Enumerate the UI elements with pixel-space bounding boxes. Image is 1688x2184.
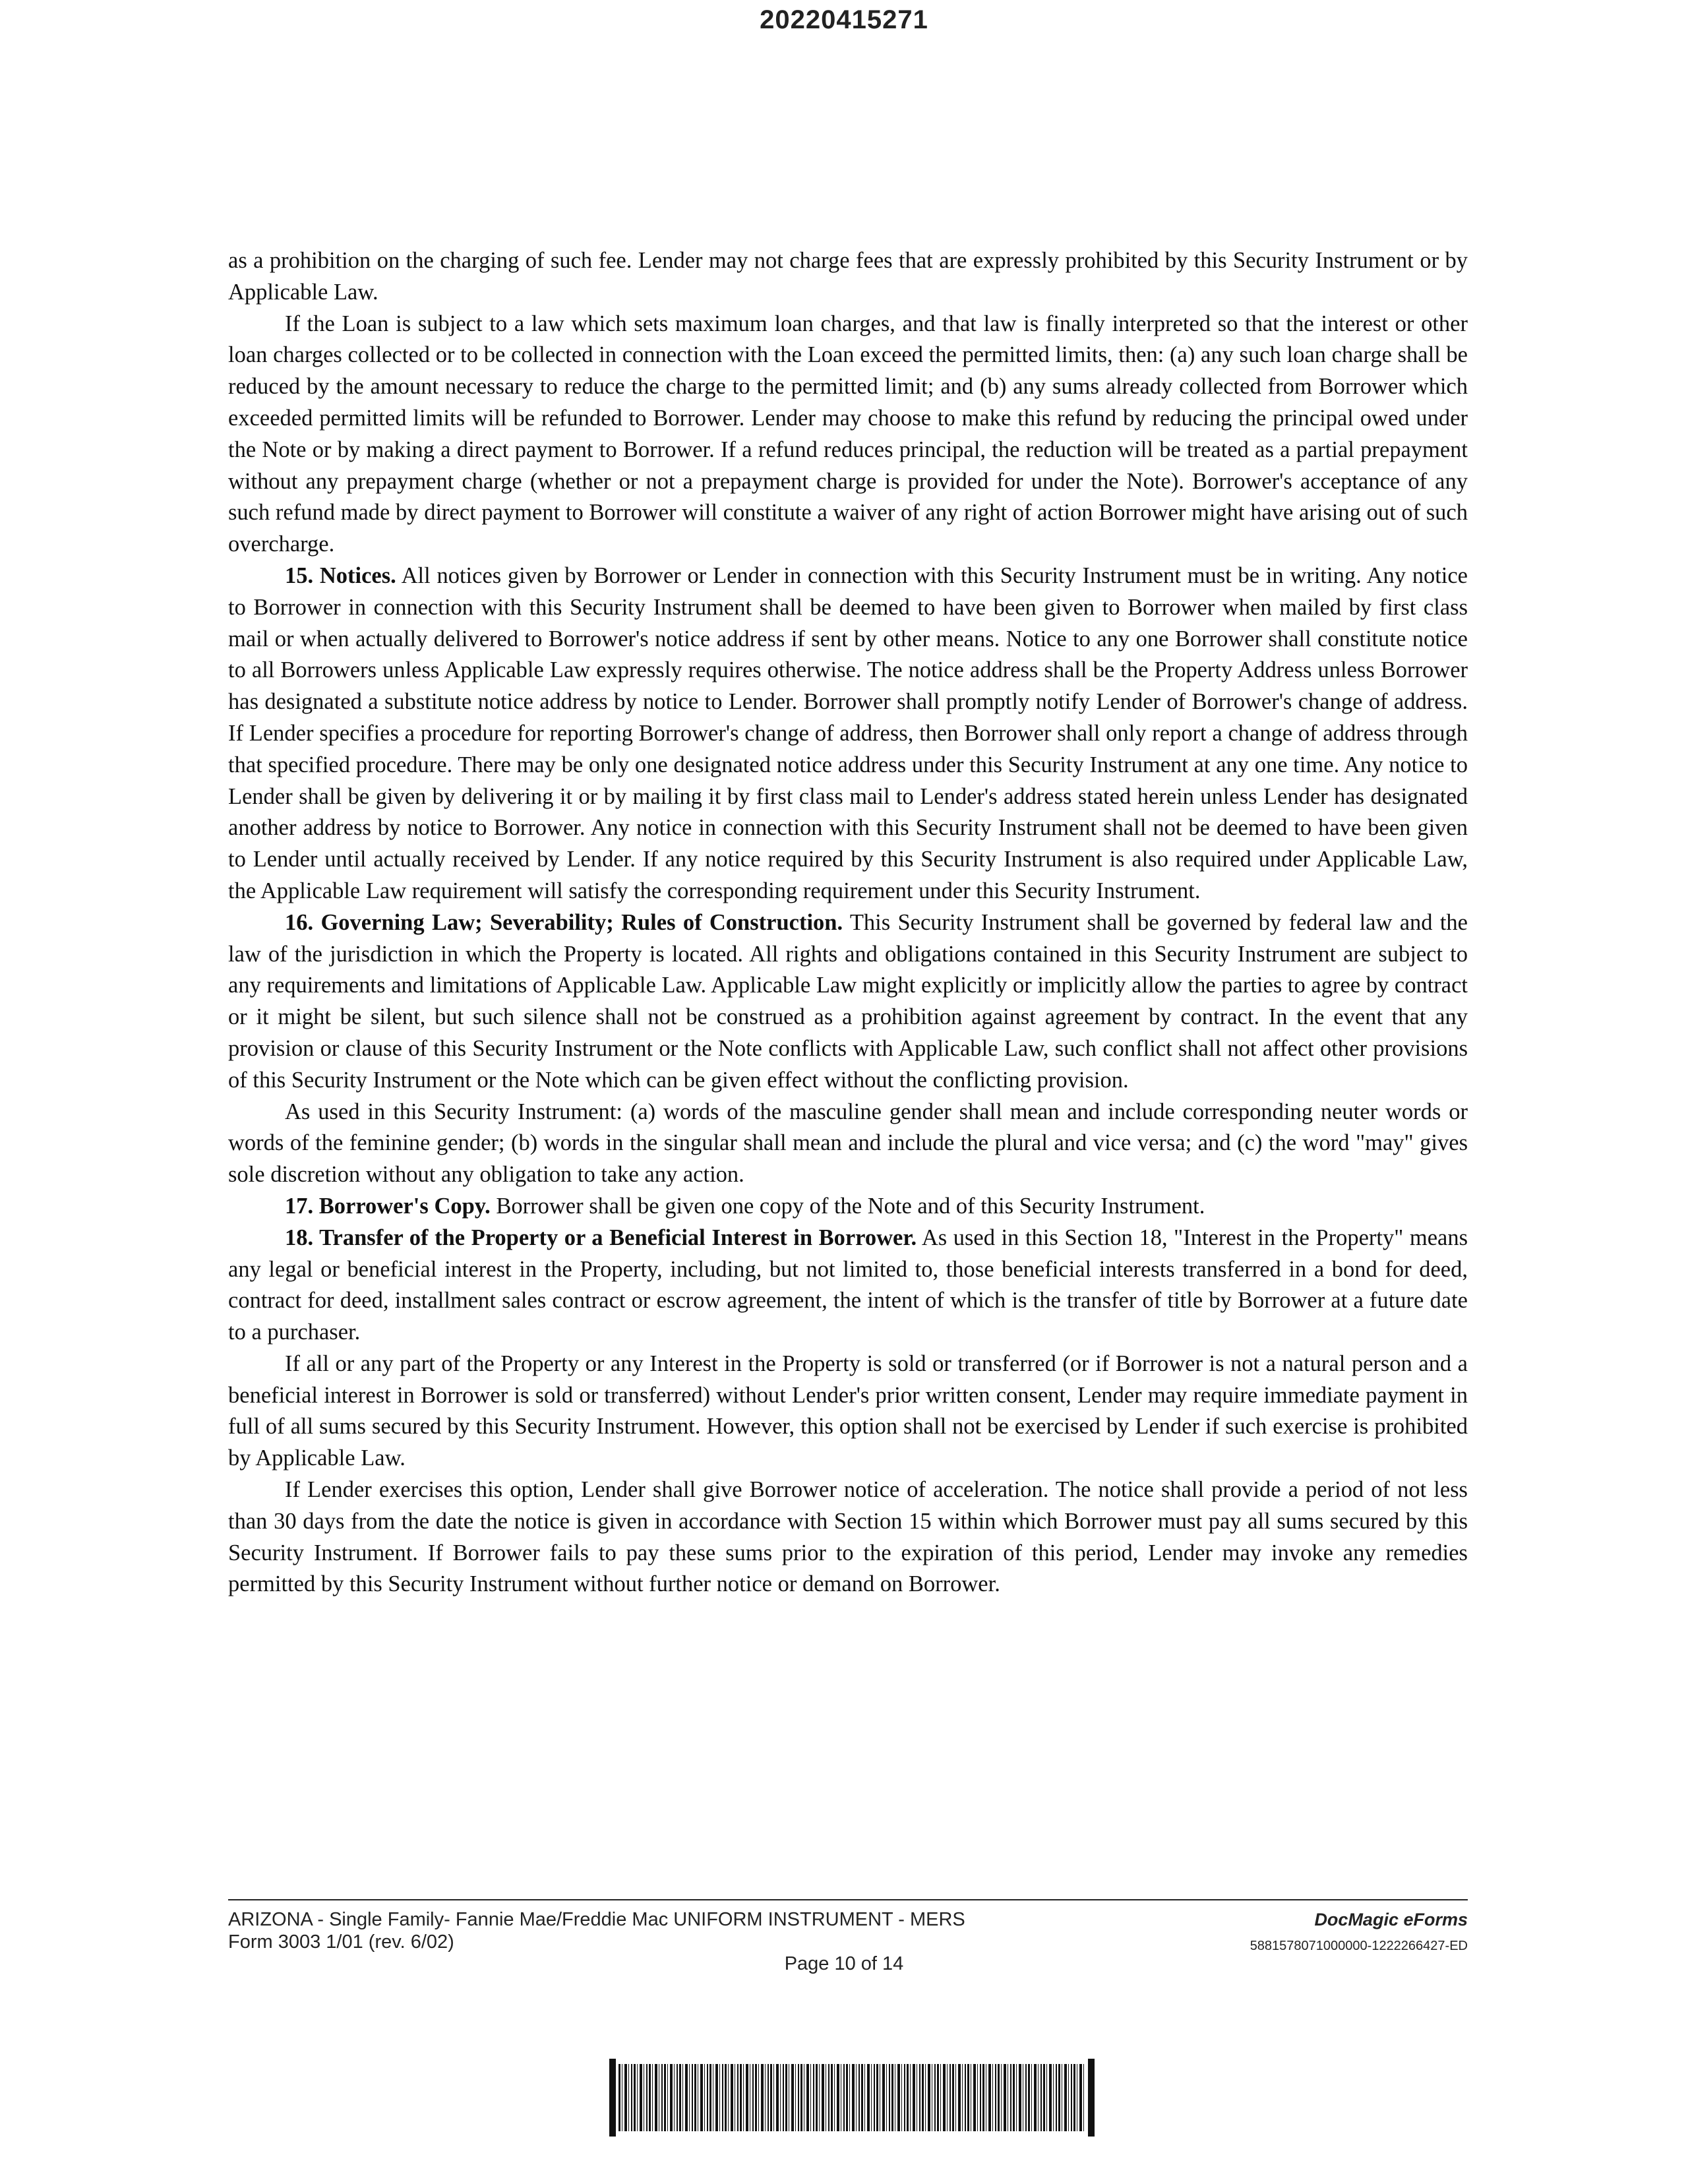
section-18-text: As used in this Section 18, "Interest in the Property" means any legal or beneficial interest in the Property, including, but not limited to, those beneficial interests transferred in a bond for deed, contract for deed, installment sales contract or escrow agreement, the intent of which is the transfer of title by Borrower at a future date to a purchaser.	[228, 1225, 1468, 1345]
document-body	[228, 245, 1468, 1600]
paragraph-loan-charges: If the Loan is subject to a law which sets maximum loan charges, and that law is finally interpreted so that the interest or other loan charges collected or to be collected in connection with the Loan exceed the permitted limits, then: (a) any such loan charge shall be reduced by the amount necessary to reduce the charge to the permitted limit; and (b) any sums already collected from Borrower which exceeded permitted limits will be refunded to Borrower. Lender may choose to make this refund by reducing the principal owed under the Note or by making a direct payment to Borrower. If a refund reduces principal, the reduction will be treated as a partial prepayment without any prepayment charge (whether or not a prepayment charge is provided for under the Note). Borrower's acceptance of any such refund made by direct payment to Borrower will constitute a waiver of any right of action Borrower might have arising out of such overcharge.	[228, 311, 1468, 557]
section-17-borrowers-copy	[228, 1191, 1468, 1223]
footer-divider	[228, 1899, 1468, 1900]
paragraph-gender-definitions: As used in this Security Instrument: (a) words of the masculine gender shall mean and include corresponding neuter words or words of the feminine gender; (b) words in the singular shall mean and include the plural and vice versa; and (c) the word "may" gives sole discretion without any obligation to take any action.	[228, 1099, 1468, 1188]
section-15-notices	[228, 561, 1468, 907]
section-17-heading: 17. Borrower's Copy.	[285, 1193, 491, 1219]
barcode-guard-left	[609, 2059, 616, 2137]
page-number: Page 10 of 14	[784, 1953, 904, 1974]
document-id: 5881578071000000-1222266427-ED	[1250, 1939, 1468, 1953]
form-identifier	[228, 1908, 1151, 1953]
barcode-guard-right	[1088, 2059, 1095, 2137]
paragraph-transfer-consent: If all or any part of the Property or any Interest in the Property is sold or transferred (or if Borrower is not a natural person and a beneficial interest in Borrower is sold or transferred) without Lender's prior written consent, Lender may require immediate payment in full of all sums secured by this Security Instrument. However, this option shall not be exercised by Lender if such exercise is prohibited by Applicable Law.	[228, 1350, 1468, 1471]
section-15-text: All notices given by Borrower or Lender in connection with this Security Instrument must be in writing. Any notice to Borrower in connection with this Security Instrument shall be deemed to have been given to Borrower when mailed by first class mail or when actually delivered to Borrower's notice address if sent by other means. Notice to any one Borrower shall constitute notice to all Borrowers unless Applicable Law expressly requires otherwise. The notice address shall be the Property Address unless Borrower has designated a substitute notice address by notice to Lender. Borrower shall promptly notify Lender of Borrower's change of address. If Lender specifies a procedure for reporting Borrower's change of address, then Borrower shall only report a change of address through that specified procedure. There may be only one designated notice address under this Security Instrument at any one time. Any notice to Lender shall be given by delivering it or by mailing it by first class mail to Lender's address stated herein unless Lender has designated another address by notice to Borrower. Any notice in connection with this Security Instrument shall not be deemed to have been given to Lender until actually received by Lender. If any notice required by this Security Instrument is also required under Applicable Law, the Applicable Law requirement will satisfy the corresponding requirement under this Security Instrument.	[228, 562, 1468, 903]
section-16-governing-law	[228, 907, 1468, 1097]
barcode	[618, 2064, 1084, 2131]
form-title: ARIZONA - Single Family- Fannie Mae/Freddie Mac UNIFORM INSTRUMENT - MERS	[228, 1909, 965, 1930]
section-18-heading: 18. Transfer of the Property or a Beneficial Interest in Borrower.	[285, 1225, 917, 1250]
section-16-text: This Security Instrument shall be governed by federal law and the law of the jurisdiction in which the Property is located. All rights and obligations contained in this Security Instrument are subject to any requirements and limitations of Applicable Law. Applicable Law might explicitly or implicitly allow the parties to agree by contract or it might be silent, but such silence shall not be construed as a prohibition against agreement by contract. In the event that any provision or clause of this Security Instrument or the Note conflicts with Applicable Law, such conflict shall not affect other provisions of this Security Instrument or the Note which can be given effect without the conflicting provision.	[228, 909, 1468, 1093]
section-17-text: Borrower shall be given one copy of the Note and of this Security Instrument.	[496, 1193, 1205, 1219]
docmagic-logo: DocMagic eForms	[1314, 1910, 1468, 1929]
recording-number: 20220415271	[760, 5, 928, 34]
section-15-heading: 15. Notices.	[285, 562, 396, 588]
form-number: Form 3003 1/01 (rev. 6/02)	[228, 1931, 454, 1953]
section-16-heading: 16. Governing Law; Severability; Rules of Construction.	[285, 909, 843, 935]
section-18-transfer	[228, 1223, 1468, 1349]
paragraph-acceleration: If Lender exercises this option, Lender shall give Borrower notice of acceleration. The notice shall provide a period of not less than 30 days from the date the notice is given in accordance with Section 15 within which Borrower must pay all sums secured by this Security Instrument. If Borrower fails to pay these sums prior to the expiration of this period, Lender may invoke any remedies permitted by this Security Instrument without further notice or demand on Borrower.	[228, 1477, 1468, 1597]
paragraph-fee-prohibition: as a prohibition on the charging of such fee. Lender may not charge fees that are expressly prohibited by this Security Instrument or by Applicable Law.	[228, 248, 1468, 305]
